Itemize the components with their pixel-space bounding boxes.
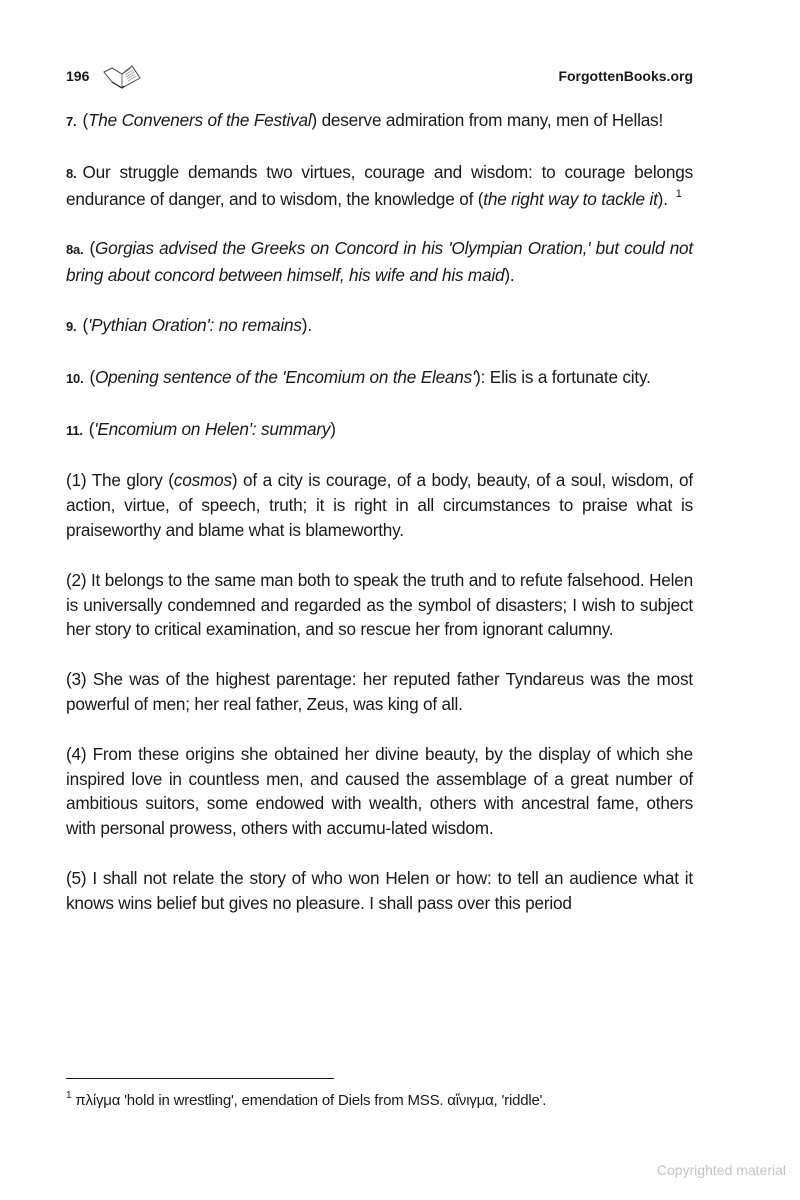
page-number: 196: [66, 68, 90, 84]
fragment-8: 8. Our struggle demands two virtues, courage and wisdom: to courage belongs endurance of danger, and to wisdom, the knowledge of (the right way to tackle it). $^1$: [66, 161, 693, 209]
site-name: ForgottenBooks.org: [558, 68, 693, 84]
italic-text: The Conveners of the Festival: [87, 110, 312, 130]
footnote-divider: [66, 1078, 334, 1079]
italic-text: cosmos: [173, 470, 232, 491]
fragment-number: 7.: [66, 114, 77, 129]
italic-text: 'Pythian Oration': no remains: [87, 314, 302, 335]
page-header: [66, 64, 693, 90]
fragment-number: 9.: [66, 318, 77, 334]
italic-text: Gorgias advised the Greeks on Concord in his 'Olympian Oration,' but could not bring about concord between himself, his wife and his maid: [66, 238, 693, 286]
fragment-number: 8.: [66, 165, 77, 181]
italic-text: the right way to tackle it: [483, 188, 658, 209]
italic-text: Opening sentence of the 'Encomium on the Eleans': [95, 366, 476, 387]
footnote-reference[interactable]: 1: [675, 187, 682, 200]
summary-section-2: (2) It belongs to the same man both to speak the truth and to refute falsehood. Helen is universally condemned and regarded as the symbol of disasters; I wish to subject her story to critical examination, and so rescue her from ignorant calumny.: [66, 569, 693, 640]
footnote-marker: 1: [66, 1090, 72, 1101]
fragment-11: 11. ('Encomium on Helen': summary): [66, 418, 336, 439]
fragment-8a: 8a. (Gorgias advised the Greeks on Concord in his 'Olympian Oration,' but could not bring about concord between himself, his wife and his maid).: [66, 238, 693, 286]
footnote: [66, 1091, 706, 1111]
italic-text: 'Encomium on Helen': summary: [94, 418, 331, 439]
summary-section-1: (1) The glory (cosmos) of a city is courage, of a body, beauty, of a soul, wisdom, of action, virtue, of speech, truth; it is right in all circumstances to praise what is praiseworthy and blame what is blameworthy.: [66, 470, 693, 540]
fragment-number: 11.: [66, 422, 83, 438]
fragment-number: 8a.: [66, 242, 84, 258]
copyright-watermark: Copyrighted material: [656, 1162, 786, 1178]
page-body: [66, 108, 693, 941]
open-book-icon: [102, 64, 142, 90]
fragment-9: 9. ('Pythian Oration': no remains).: [66, 314, 312, 335]
fragment-7: 7. (The Conveners of the Festival) deserve admiration from many, men of Hellas!: [66, 110, 664, 130]
summary-section-3: (3) She was of the highest parentage: her reputed father Tyndareus was the most powerful of men; her real father, Zeus, was king of all.: [66, 669, 693, 714]
fragment-10: 10. (Opening sentence of the 'Encomium on the Eleans'): Elis is a fortunate city.: [66, 366, 651, 387]
fragment-number: 10.: [66, 370, 84, 386]
summary-section-5: (5) I shall not relate the story of who won Helen or how: to tell an audience what it knows wins belief but gives no pleasure. I shall pass over this period: [66, 867, 693, 913]
footnote-text: πλίγμα 'hold in wrestling', emendation of Diels from MSS. αἴνιγμα, 'riddle'.: [75, 1092, 547, 1109]
summary-section-4: (4) From these origins she obtained her divine beauty, by the display of which she inspired love in countless men, and caused the assemblage of a great number of ambitious suitors, some endowed with wealth, others with ancestral fame, others with personal prowess, others with accumu-lated wisdom.: [66, 743, 693, 839]
